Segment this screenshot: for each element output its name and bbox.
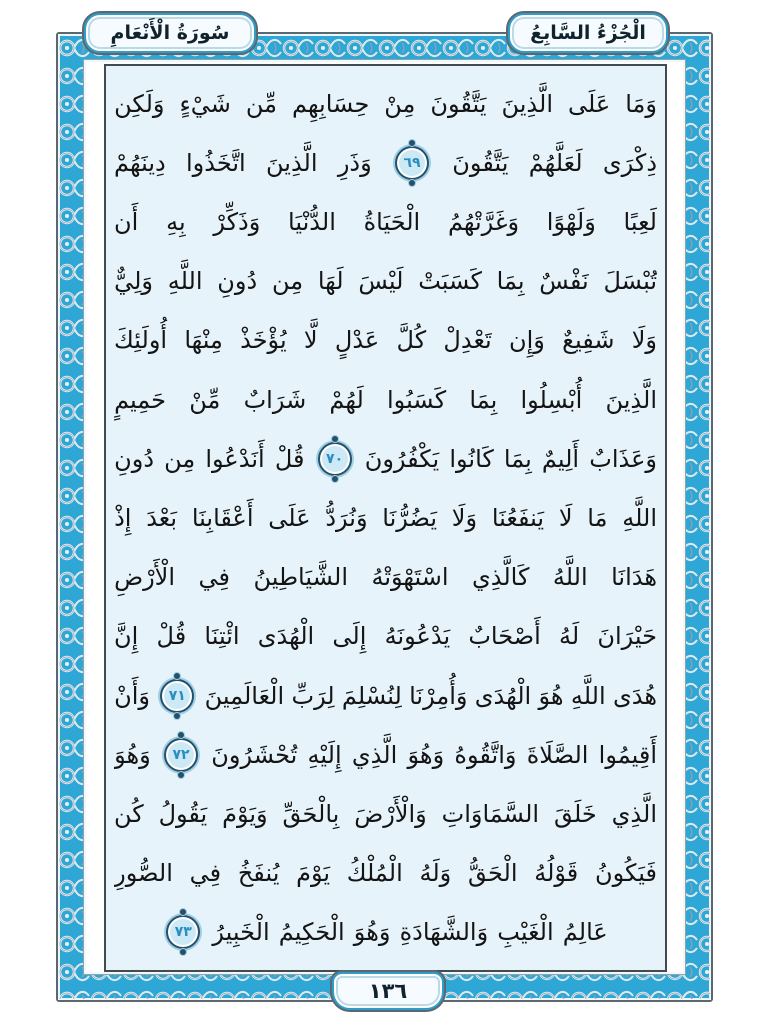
word: هُوَ <box>538 681 564 710</box>
word: إِلَى <box>332 622 367 651</box>
word: وَنُرَدُّ <box>325 504 368 533</box>
word: بِالْحَقِّ <box>282 800 340 829</box>
verse-number: ٧٣ <box>174 924 192 941</box>
word: السَّمَاوَاتِ <box>441 800 540 829</box>
word: بِمَا <box>496 267 525 296</box>
mushaf-line <box>114 133 657 192</box>
word: تُبْسَلَ <box>603 267 657 296</box>
word: كَسَبُوا <box>387 385 447 414</box>
word: كُلَّ <box>396 326 427 355</box>
word: كَانُوا <box>449 444 494 473</box>
word: الَّذِينَ <box>605 385 657 414</box>
word: الصَّلَاةَ <box>526 740 589 769</box>
mushaf-line <box>114 488 657 547</box>
word: وَاتَّقُوهُ <box>454 740 517 769</box>
word: وَغَرَّتْهُمُ <box>447 208 520 236</box>
word: وَالشَّهَادَةِ <box>399 918 489 947</box>
word: أَعْقَابِنَا <box>191 504 254 533</box>
word: وَلَكِن <box>114 89 165 118</box>
word: دُونِ <box>217 267 258 296</box>
word: مِن <box>271 267 304 296</box>
word: شَفِيعٌ <box>562 326 615 355</box>
word: الْحَكِيمُ <box>278 918 345 947</box>
word: يَقُولُ <box>158 800 208 829</box>
word: اللَّهُ <box>552 563 588 592</box>
word: الْمُلْكُ <box>346 859 403 888</box>
word: لِرَبِّ <box>291 681 335 710</box>
word: لَهَا <box>317 267 344 296</box>
word: ذِكْرَى <box>602 148 657 177</box>
word: وَلَا <box>451 504 478 533</box>
mushaf-line <box>114 666 657 725</box>
mushaf-line <box>114 74 657 133</box>
ornamental-frame <box>56 32 713 1002</box>
word: أَن <box>114 208 139 236</box>
juz-title: الْجُزْءُ السَّابِعُ <box>530 22 646 44</box>
word: يَنفَعُنَا <box>491 504 545 533</box>
word: دُونِ <box>114 444 155 473</box>
word: الْهُدَى <box>474 681 532 710</box>
word: وَهُوَ <box>353 918 391 947</box>
word: إِنَّ <box>114 622 139 651</box>
word: وَذَرِ <box>337 148 372 177</box>
mushaf-line <box>114 607 657 666</box>
word: قُلْ <box>274 444 305 473</box>
word: الْهُدَى <box>257 622 315 651</box>
word: مِنْ <box>384 89 416 118</box>
word: وَلَهُ <box>419 859 452 888</box>
word: أَنَدْعُوا <box>205 444 265 473</box>
juz-name-tab <box>508 13 668 53</box>
word: أَقِيمُوا <box>598 740 657 769</box>
text-area <box>104 64 667 972</box>
word: الدُّنْيَا <box>288 208 336 236</box>
word: وَيَوْمَ <box>222 800 268 829</box>
mushaf-line <box>114 844 657 903</box>
word: الشَّيَاطِينُ <box>253 563 348 592</box>
word: مِّن <box>245 89 278 118</box>
surah-title: سُورَةُ الْأَنْعَامِ <box>110 22 230 44</box>
word: أَلِيمٌ <box>541 444 580 473</box>
word: وَأَنْ <box>114 681 150 710</box>
word: لَهُ <box>558 622 580 651</box>
word: يَدْعُونَهُ <box>384 622 451 651</box>
word: حَمِيمٍ <box>114 385 167 414</box>
word: تُحْشَرُونَ <box>211 740 298 769</box>
word: فِي <box>198 563 230 592</box>
word: الْخَبِيرُ <box>212 918 270 947</box>
verse-medallion <box>395 146 429 180</box>
word: وَهُوَ <box>407 740 445 769</box>
word: إِذْ <box>114 504 132 533</box>
mushaf-line <box>114 192 657 251</box>
word: لَعِبًا <box>623 208 657 236</box>
word: بِمَا <box>503 444 532 473</box>
word: اللَّهِ <box>570 681 606 710</box>
word: بِهِ <box>166 208 186 236</box>
word: وَلَا <box>631 326 657 355</box>
word: عَلَى <box>567 89 611 118</box>
word: الَّذِينَ <box>266 148 318 177</box>
word: الْحَيَاةُ <box>363 208 421 236</box>
mushaf-line <box>114 903 657 962</box>
page-number-tab <box>332 972 444 1010</box>
mushaf-line <box>114 370 657 429</box>
word: كَالَّذِي <box>471 563 530 592</box>
word: الَّذِي <box>351 740 398 769</box>
word: لَيْسَ <box>358 267 404 296</box>
word: قُلْ <box>156 622 187 651</box>
word: أُبْسِلُوا <box>520 385 583 414</box>
verse-medallion <box>164 738 198 772</box>
verse-medallion <box>318 442 352 476</box>
verse-number: ٦٩ <box>403 154 421 171</box>
mushaf-lines <box>106 66 665 970</box>
word: تَعْدِلْ <box>443 326 492 355</box>
word: ائْتِنَا <box>204 622 240 651</box>
word: الْحَقُّ <box>468 859 518 888</box>
word: وَهُوَ <box>114 740 151 769</box>
word: اللَّهِ <box>622 504 657 533</box>
word: أَصْحَابٌ <box>468 622 541 651</box>
word: أُولَئِكَ <box>114 326 168 355</box>
word: الْغَيْبِ <box>497 918 554 947</box>
word: مِنْهَا <box>184 326 223 355</box>
word: وَالْأَرْضَ <box>354 800 427 829</box>
word: عَدْلٍ <box>334 326 380 355</box>
verse-medallion <box>160 679 194 713</box>
word: هَدَانَا <box>611 563 657 592</box>
word: شَرَابٌ <box>243 385 307 414</box>
verse-medallion <box>166 915 200 949</box>
word: خَلَقَ <box>553 800 597 829</box>
mushaf-line <box>114 429 657 488</box>
verse-number: ٧٠ <box>326 450 344 467</box>
word: الَّذِينَ <box>501 89 553 118</box>
word: عَلَى <box>268 504 311 533</box>
word: كَسَبَتْ <box>418 267 482 296</box>
mushaf-line <box>114 252 657 311</box>
surah-name-tab <box>84 13 256 53</box>
word: يَضُرُّنَا <box>382 504 438 533</box>
word: هُدَى <box>612 681 657 710</box>
word: حَيْرَانَ <box>597 622 657 651</box>
word: الْعَالَمِينَ <box>204 681 285 710</box>
word: عَالِمُ <box>562 918 608 947</box>
word: مِّنْ <box>189 385 221 414</box>
word: نَفْسٌ <box>539 267 589 296</box>
mushaf-line <box>114 311 657 370</box>
word: وَمَا <box>625 89 657 118</box>
word: بِمَا <box>469 385 498 414</box>
word: وَلَهْوًا <box>546 208 596 236</box>
word: وَذَكِّرْ <box>213 208 261 236</box>
mushaf-line <box>114 548 657 607</box>
word: مِن <box>164 444 196 473</box>
word: كُن <box>114 800 144 829</box>
word: حِسَابِهِم <box>292 89 370 118</box>
word: وَإِن <box>509 326 545 355</box>
word: إِلَيْهِ <box>307 740 342 769</box>
page-number: ١٣٦ <box>368 979 408 1003</box>
word: وَأُمِرْنَا <box>409 681 468 710</box>
word: وَعَذَابٌ <box>589 444 657 473</box>
verse-number: ٧٢ <box>172 746 190 763</box>
word: الْأَرْضِ <box>114 563 176 592</box>
word: لَهُمْ <box>329 385 364 414</box>
word: فِي <box>189 859 222 888</box>
word: لَا <box>558 504 573 533</box>
mushaf-line <box>114 784 657 843</box>
word: فَيَكُونُ <box>595 859 657 888</box>
word: يَوْمَ <box>296 859 331 888</box>
word: يَتَّقُونَ <box>452 148 509 177</box>
word: بَعْدَ <box>146 504 178 533</box>
word: يَكْفُرُونَ <box>364 444 440 473</box>
word: لَّا <box>303 326 318 355</box>
word: اتَّخَذُوا <box>186 148 246 177</box>
word: لَعَلَّهُمْ <box>528 148 583 177</box>
word: يُؤْخَذْ <box>240 326 287 355</box>
mushaf-line <box>114 725 657 784</box>
word: اسْتَهْوَتْهُ <box>371 563 449 592</box>
word: دِينَهُمْ <box>114 148 166 177</box>
word: الصُّورِ <box>114 859 173 888</box>
word: لِنُسْلِمَ <box>341 681 402 710</box>
word: شَيْءٍ <box>179 89 231 118</box>
word: مَا <box>587 504 608 533</box>
word: اللَّهِ <box>167 267 203 296</box>
word: قَوْلُهُ <box>534 859 579 888</box>
word: يَتَّقُونَ <box>430 89 487 118</box>
word: يُنفَخُ <box>237 859 280 888</box>
word: الَّذِي <box>611 800 657 829</box>
verse-number: ٧١ <box>168 687 186 704</box>
word: وَلِيٌّ <box>114 267 153 296</box>
